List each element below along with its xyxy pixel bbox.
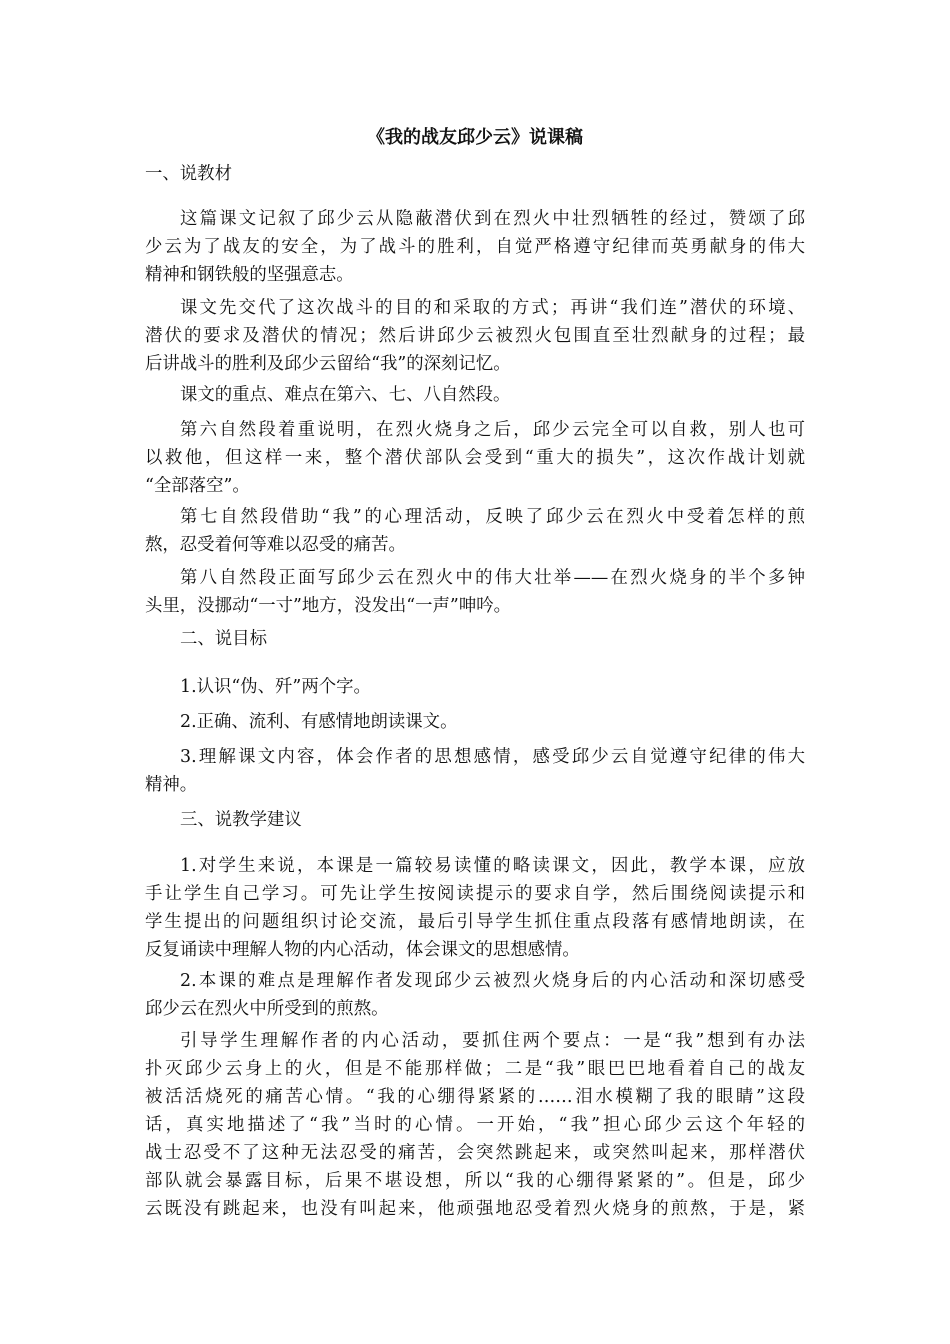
- paragraph-inner-activity: [145, 1027, 805, 1223]
- paragraph-line: 话，真实地描述了“我”当时的心情。一开始，“我”担心邱少云这个年轻的: [145, 1115, 805, 1135]
- paragraph-line: 战士忍受不了这种无法忍受的痛苦，会突然跳起来，或突然叫起来，那样潜伏: [145, 1143, 805, 1163]
- paragraph-seventh-section: [145, 503, 805, 559]
- advice-item-1: [145, 852, 805, 964]
- goal-text: 精神。: [145, 775, 198, 795]
- paragraph-line: 扑灭邱少云身上的火，但是不能那样做；二是“我”眼巴巴地看着自己的战友: [145, 1059, 805, 1079]
- section-heading-textbook: [145, 160, 805, 188]
- paragraph-line: 手让学生自己学习。可先让学生按阅读提示的要求自学，然后围绕阅读提示和: [145, 884, 805, 904]
- paragraph-line: 这篇课文记叙了邱少云从隐蔽潜伏到在烈火中壮烈牺牲的经过，赞颂了邱: [180, 209, 805, 229]
- paragraph-line: 课文的重点、难点在第六、七、八自然段。: [180, 385, 511, 405]
- paragraph-eighth-section: [145, 564, 805, 620]
- advice-item-2: [145, 967, 805, 1023]
- section-heading-goals: [145, 625, 805, 653]
- goal-item-2: [145, 708, 805, 736]
- paragraph-line: 课文先交代了这次战斗的目的和采取的方式；再讲“我们连”潜伏的环境、: [180, 298, 805, 318]
- paragraph-line: 头里，没挪动“一寸”地方，没发出“一声”呻吟。: [145, 596, 511, 616]
- goal-text: 3.理解课文内容，体会作者的思想感情，感受邱少云自觉遵守纪律的伟大: [180, 747, 805, 767]
- paragraph-line: 部队就会暴露目标，后果不堪设想，所以“我的心绷得紧紧的”。但是，邱少: [145, 1171, 805, 1191]
- paragraph-line: 后讲战斗的胜利及邱少云留给“我”的深刻记忆。: [145, 354, 511, 374]
- paragraph-line: 被活活烧死的痛苦心情。“我的心绷得紧紧的……泪水模糊了我的眼睛”这段: [145, 1087, 805, 1107]
- paragraph-line: 第六自然段着重说明，在烈火烧身之后，邱少云完全可以自救，别人也可: [180, 420, 805, 440]
- heading-text: 三、说教学建议: [180, 810, 302, 830]
- paragraph-line: 以救他，但这样一来，整个潜伏部队会受到“重大的损失”，这次作战计划就: [145, 448, 805, 468]
- paragraph-line: 第七自然段借助“我”的心理活动，反映了邱少云在烈火中受着怎样的煎: [180, 507, 805, 527]
- paragraph-line: “全部落空”。: [145, 476, 250, 496]
- paragraph-textbook-summary: [145, 205, 805, 289]
- page-title: 《我的战友邱少云》说课稿: [367, 127, 583, 148]
- heading-text: 二、说目标: [180, 629, 267, 649]
- paragraph-line: 潜伏的要求及潜伏的情况；然后讲邱少云被烈火包围直至壮烈献身的过程；最: [145, 326, 805, 346]
- paragraph-line: 1.对学生来说，本课是一篇较易读懂的略读课文，因此，教学本课，应放: [180, 856, 805, 876]
- paragraph-line: 邱少云在烈火中所受到的煎熬。: [145, 999, 389, 1019]
- paragraph-text-structure: [145, 294, 805, 378]
- paragraph-line: 少云为了战友的安全，为了战斗的胜利，自觉严格遵守纪律而英勇献身的伟大: [145, 237, 805, 257]
- paragraph-key-points: [145, 381, 805, 409]
- paragraph-sixth-section: [145, 416, 805, 500]
- goal-text: 1.认识“伪、歼”两个字。: [180, 677, 371, 697]
- paragraph-line: 引导学生理解作者的内心活动，要抓住两个要点：一是“我”想到有办法: [180, 1031, 805, 1051]
- goal-item-3: [145, 743, 805, 799]
- paragraph-line: 2.本课的难点是理解作者发现邱少云被烈火烧身后的内心活动和深切感受: [180, 971, 805, 991]
- paragraph-line: 熬，忍受着何等难以忍受的痛苦。: [145, 535, 406, 555]
- heading-text: 一、说教材: [145, 164, 232, 184]
- paragraph-line: 云既没有跳起来，也没有叫起来，他顽强地忍受着烈火烧身的煎熬，于是，紧: [145, 1199, 805, 1219]
- paragraph-line: 第八自然段正面写邱少云在烈火中的伟大壮举——在烈火烧身的半个多钟: [180, 568, 805, 588]
- goal-text: 2.正确、流利、有感情地朗读课文。: [180, 712, 458, 732]
- paragraph-line: 学生提出的问题组织讨论交流，最后引导学生抓住重点段落有感情地朗读，在: [145, 912, 805, 932]
- section-heading-teaching-advice: [145, 806, 805, 834]
- goal-item-1: [145, 673, 805, 701]
- paragraph-line: 反复诵读中理解人物的内心活动，体会课文的思想感情。: [145, 940, 580, 960]
- paragraph-line: 精神和钢铁般的坚强意志。: [145, 265, 354, 285]
